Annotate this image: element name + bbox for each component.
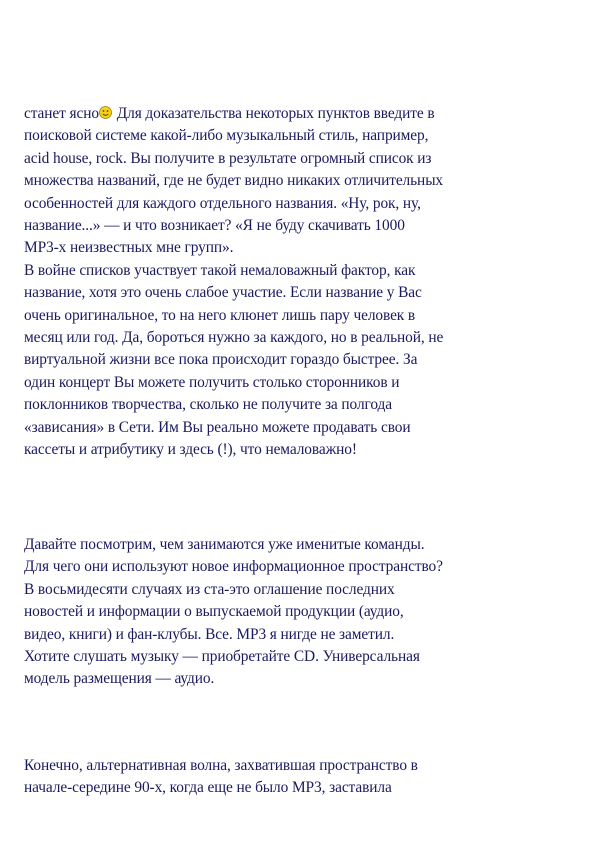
text-line: Хотите слушать музыку — приобретайте CD. Универсальная bbox=[24, 648, 420, 666]
text-line: один концерт Вы можете получить столько сторонников и bbox=[24, 373, 400, 391]
text-line: очень оригинальное, то на него клюнет лишь пару человек в bbox=[24, 306, 416, 324]
text-line: видео, книги) и фан-клубы. Все. MP3 я нигде не заметил. bbox=[24, 625, 395, 643]
paragraph-2 bbox=[24, 534, 584, 691]
text-line: название, хотя это очень слабое участие. Если название у Вас bbox=[24, 284, 422, 302]
text-line: В восьмидесяти случаях из ста-это оглашение последних bbox=[24, 580, 395, 598]
text-line: кассеты и атрибутику и здесь (!), что немаловажно! bbox=[24, 441, 357, 459]
paragraph-3 bbox=[24, 755, 584, 800]
text-line bbox=[24, 103, 584, 125]
text-line: модель размещения — аудио. bbox=[24, 670, 215, 688]
text-line: месяц или год. Да, бороться нужно за каждого, но в реальной, не bbox=[24, 329, 444, 347]
text-line: Для чего они используют новое информационное пространство? bbox=[24, 558, 443, 576]
text-span: Для доказательства некоторых пунктов введите в bbox=[112, 105, 435, 122]
text-line: Конечно, альтернативная волна, захватившая пространство в bbox=[24, 757, 418, 774]
text-line: новостей и информации о выпускаемой продукции (аудио, bbox=[24, 603, 404, 621]
text-line: особенностей для каждого отдельного названия. «Ну, рок, ну, bbox=[24, 194, 421, 212]
text-line: виртуальной жизни все пока происходит гораздо быстрее. За bbox=[24, 351, 418, 369]
text-line: В войне списков участвует такой немаловажный фактор, как bbox=[24, 261, 416, 279]
text-line: acid house, rock. Вы получите в результате огромный список из bbox=[24, 149, 432, 167]
text-line: название...» — и что возникает? «Я не буду скачивать 1000 bbox=[24, 217, 405, 235]
text-span: станет ясно bbox=[24, 105, 99, 122]
text-line: MP3-х неизвестных мне групп». bbox=[24, 239, 234, 257]
text-line: «зависания» в Сети. Им Вы реально можете продавать свои bbox=[24, 418, 411, 436]
smiley-icon bbox=[99, 106, 112, 119]
paragraph-1 bbox=[24, 103, 584, 462]
text-line: начале-середине 90-х, когда еще не было MP3, заставила bbox=[24, 779, 392, 797]
text-line: поисковой системе какой-либо музыкальный стиль, например, bbox=[24, 127, 429, 145]
text-line: Давайте посмотрим, чем занимаются уже именитые команды. bbox=[24, 536, 425, 553]
text-line: поклонников творчества, сколько не получите за полгода bbox=[24, 396, 392, 414]
text-line: множества названий, где не будет видно никаких отличительных bbox=[24, 172, 444, 190]
